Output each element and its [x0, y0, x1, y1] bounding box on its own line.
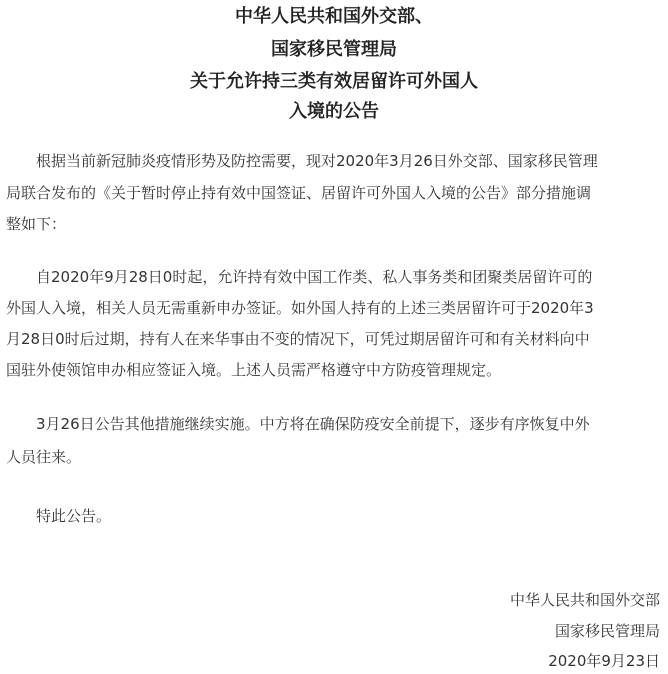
- paragraph-line: 外国人入境，相关人员无需重新申办签证。如外国人持有的上述三类居留许可于2020年3: [6, 299, 594, 317]
- title-line: 中华人民共和国外交部、: [235, 6, 433, 27]
- paragraph-line: 局联合发布的《关于暂时停止持有效中国签证、居留许可外国人入境的公告》部分措施调: [6, 184, 592, 202]
- paragraph-line: 自2020年9月28日0时起，允许持有效中国工作类、私人事务类和团聚类居留许可的: [6, 268, 593, 286]
- paragraph-line: 特此公告。: [6, 507, 112, 525]
- issuer-nia: 国家移民管理局: [554, 622, 660, 640]
- paragraph-line: 月28日0时后过期，持有人在来华事由不变的情况下，可凭过期居留许可和有关材料向中: [6, 330, 590, 348]
- issue-date: 2020年9月23日: [548, 652, 660, 670]
- paragraph-line: 人员往来。: [6, 448, 82, 466]
- paragraph-line: 国驻外使领馆申办相应签证入境。上述人员需严格遵守中方防疫管理规定。: [6, 361, 502, 379]
- title-line: 国家移民管理局: [271, 39, 397, 60]
- paragraph-line: 根据当前新冠肺炎疫情形势及防控需要，现对2020年3月26日外交部、国家移民管理: [6, 152, 598, 170]
- title-line: 入境的公告: [289, 101, 379, 122]
- issuer-mfa: 中华人民共和国外交部: [509, 591, 660, 609]
- paragraph-line: 3月26日公告其他措施继续实施。中方将在确保防疫安全前提下，逐步有序恢复中外: [6, 415, 590, 433]
- paragraph-line: 整如下：: [6, 215, 67, 233]
- title-line: 关于允许持三类有效居留许可外国人: [190, 71, 478, 92]
